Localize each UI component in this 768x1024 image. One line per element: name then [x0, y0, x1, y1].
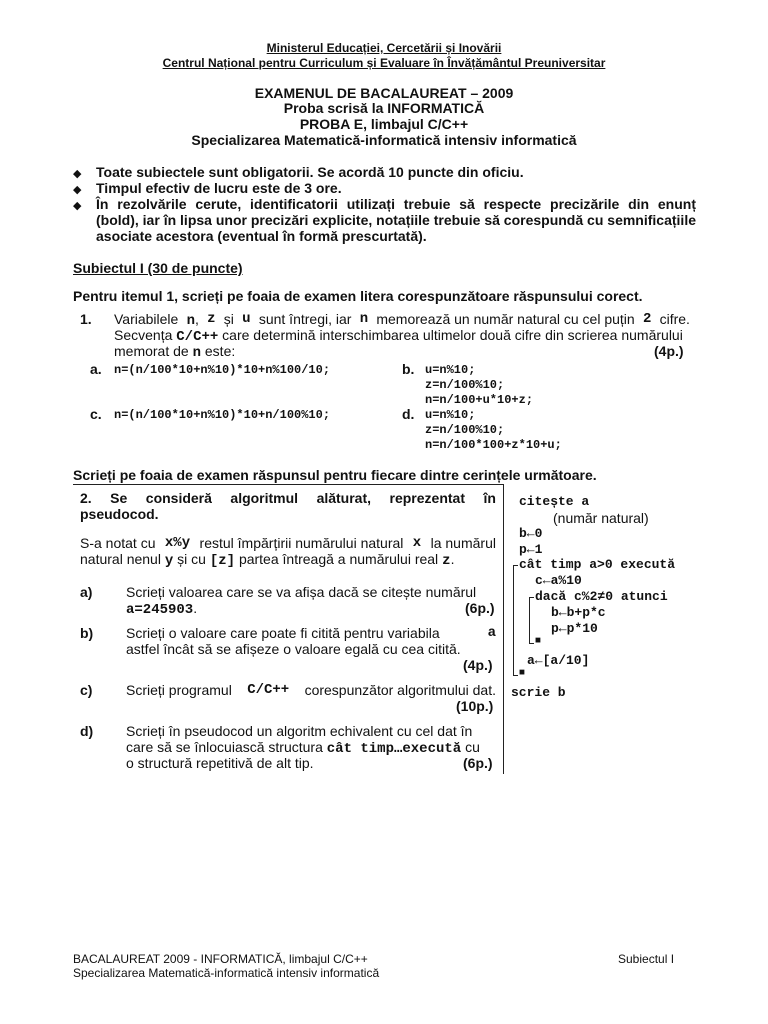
divider: [503, 484, 504, 774]
requirements-instruction: Scrieți pe foaia de examen răspunsul pentru fiecare dintre cerințele următoare.: [73, 467, 597, 483]
q2-text: care să se înlocuiască structura: [126, 739, 323, 755]
option-d-code-2: z=n/100%10;: [425, 423, 505, 437]
item1-instruction: Pentru itemul 1, scrieți pe foaia de examen litera corespunzătoare răspunsului corect.: [73, 288, 643, 304]
center-name: Centrul Național pentru Curriculum și Evaluare în Învățământul Preuniversitar: [162, 56, 606, 70]
q1-text: Secvența: [114, 327, 173, 343]
exam-proba: PROBA E, limbajul C/C++: [299, 116, 469, 132]
q2-heading-word: consideră: [145, 490, 212, 506]
option-d-label: d.: [402, 406, 415, 422]
var-u: u: [242, 311, 251, 327]
rule-2: Timpul efectiv de lucru este de 3 ore.: [96, 180, 342, 196]
var-y: y: [164, 553, 174, 569]
exam-title: EXAMENUL DE BACALAUREAT – 2009: [254, 85, 514, 101]
q1-text: și: [223, 311, 234, 327]
digit-count: 2: [642, 311, 652, 327]
q2-heading-word: Se: [110, 490, 128, 506]
question-number: 2.: [80, 490, 92, 506]
q2b-label: b): [80, 625, 94, 641]
q1-text: ,: [195, 311, 199, 327]
q2-heading-word: algoritmul: [230, 490, 299, 506]
footer-exam: BACALAUREAT 2009 - INFORMATICĂ, limbajul C/C++: [73, 952, 368, 966]
pseudo-while: cât timp a>0 execută: [519, 557, 676, 572]
q2d-label: d): [80, 723, 94, 739]
q2-text: restul împărțirii numărului natural: [199, 535, 404, 551]
q1-points: (4p.): [654, 343, 684, 359]
q1-text: memorat de: [114, 343, 189, 359]
q2b-line-1: [126, 625, 496, 641]
pseudo-read: citește a: [519, 494, 590, 509]
q2d-points: (6p.): [463, 755, 493, 771]
end-if-marker: ■: [535, 636, 542, 647]
if-bracket: [529, 643, 534, 644]
diamond-bullet-icon: ◆: [73, 200, 82, 212]
option-b-label: b.: [402, 361, 415, 377]
option-b-code-2: z=n/100%10;: [425, 378, 505, 392]
input-value: a=245903: [126, 602, 194, 618]
q2-text: Scrieți o valoare care poate fi citită pentru variabila: [126, 625, 440, 641]
var-z: z: [207, 311, 216, 327]
q2a-label: a): [80, 584, 93, 600]
pseudo-assign-b: b←b+p*c: [551, 605, 606, 620]
question-number: 1.: [80, 311, 92, 327]
pseudo-if: dacă c%2≠0 atunci: [535, 589, 668, 604]
pseudo-init-b: b←0: [519, 526, 543, 541]
q2-text: S-a notat cu: [80, 535, 156, 551]
q2-heading-word: în: [483, 490, 496, 506]
loop-bracket: [513, 565, 514, 675]
option-a-label: a.: [90, 361, 102, 377]
loop-bracket: [513, 675, 518, 676]
loop-structure: cât timp…execută: [326, 741, 462, 757]
footer-subject: Subiectul I: [618, 952, 675, 966]
q2-heading-word: reprezentat: [389, 490, 465, 506]
q2a-line-2: [126, 600, 197, 618]
q2b-points: (4p.): [463, 657, 493, 673]
language-name: C/C++: [176, 329, 219, 345]
q2-text: Scrieți programul: [126, 682, 232, 698]
exam-specialization: Specializarea Matematică-informatică intensiv informatică: [191, 132, 577, 148]
q1-text: cifre.: [659, 311, 690, 327]
q2c-points: (10p.): [456, 698, 494, 714]
q2-heading-line-2: pseudocod.: [80, 506, 159, 522]
q2-heading-word: alăturat,: [316, 490, 372, 506]
q2c-label: c): [80, 682, 93, 698]
rule-3-line-3: asociate acestora (eventual în formă prescurtată).: [96, 228, 427, 244]
q1-text: care determină interschimbarea ultimelor două cifre din scrierea numărului: [222, 327, 683, 343]
q2-note-line-2: [80, 551, 454, 569]
q1-text: este:: [204, 343, 236, 359]
q2a-text: Scrieți valoarea care se va afișa dacă se citește numărul: [126, 584, 477, 600]
pseudo-assign-p: p←p*10: [551, 621, 598, 636]
q2a-points: (6p.): [465, 600, 495, 616]
rule-3-line-2: (bold), iar în lipsa unor precizări explicite, notațiile trebuie să corespundă cu semnificațiile: [96, 212, 696, 228]
option-c-label: c.: [90, 406, 102, 422]
var-n: n: [186, 313, 195, 329]
ministry-name: Ministerul Educației, Cercetării și Inovării: [266, 41, 502, 55]
pseudo-assign-a: a←[a/10]: [527, 653, 590, 668]
q2-text: natural nenul: [80, 551, 161, 567]
q2-text: corespunzător algoritmului dat.: [304, 682, 496, 698]
q2-text: la numărul: [430, 535, 496, 551]
modulo-notation: x%y: [164, 535, 191, 551]
if-bracket: [529, 597, 530, 643]
rule-3-line-1: În rezolvările cerute, identificatorii utilizați trebuie să respecte precizările din enunț: [96, 196, 696, 212]
q2d-line-1: Scrieți în pseudocod un algoritm echivalent cu cel dat în: [126, 723, 473, 739]
q1-line-3: [114, 343, 235, 361]
q2d-line-3: o structură repetitivă de alt tip.: [126, 755, 314, 771]
option-d-code-1: u=n%10;: [425, 408, 476, 422]
q2-text: și cu: [177, 551, 206, 567]
divider: [73, 484, 503, 485]
diamond-bullet-icon: ◆: [73, 168, 82, 180]
var-a: a: [487, 625, 496, 641]
q2c-line-1: [126, 682, 496, 698]
rule-1: Toate subiectele sunt obligatorii. Se acordă 10 puncte din oficiu.: [96, 164, 524, 180]
q2-text: cu: [465, 739, 480, 755]
q2-text: partea întreagă a numărului real: [238, 551, 439, 567]
end-while-marker: ■: [519, 668, 526, 679]
subject-heading: Subiectul I (30 de puncte): [73, 260, 243, 276]
q2-text: .: [450, 551, 455, 567]
q2b-line-2: astfel încât să se afișeze o valoare egală cu cea citită.: [126, 641, 461, 657]
var-n: n: [359, 311, 369, 327]
option-d-code-3: n=n/100*100+z*10+u;: [425, 438, 562, 452]
option-c-code: n=(n/100*10+n%10)*10+n/100%10;: [114, 408, 331, 422]
pseudo-read-comment: (număr natural): [553, 510, 649, 526]
q2-text: .: [193, 600, 198, 616]
diamond-bullet-icon: ◆: [73, 184, 82, 196]
var-z: z: [442, 553, 451, 569]
option-a-code: n=(n/100*10+n%10)*10+n%100/10;: [114, 363, 331, 377]
var-x: x: [412, 535, 422, 551]
exam-subtitle: Proba scrisă la INFORMATICĂ: [283, 100, 485, 116]
option-b-code-3: n=n/100+u*10+z;: [425, 393, 534, 407]
pseudo-print: scrie b: [511, 685, 566, 700]
option-b-code-1: u=n%10;: [425, 363, 476, 377]
q2-heading-line-1: [80, 490, 496, 506]
var-n: n: [192, 345, 201, 361]
q1-text: sunt întregi, iar: [258, 311, 352, 327]
pseudo-assign-c: c←a%10: [535, 573, 582, 588]
q1-text: Variabilele: [114, 311, 179, 327]
footer-specialization: Specializarea Matematică-informatică intensiv informatică: [73, 966, 380, 980]
integer-part-notation: [z]: [209, 553, 236, 569]
q2-note-line-1: [80, 535, 496, 551]
language-name: C/C++: [247, 682, 290, 698]
q1-text: memorează un număr natural cu cel puțin: [376, 311, 635, 327]
pseudo-init-p: p←1: [519, 542, 543, 557]
